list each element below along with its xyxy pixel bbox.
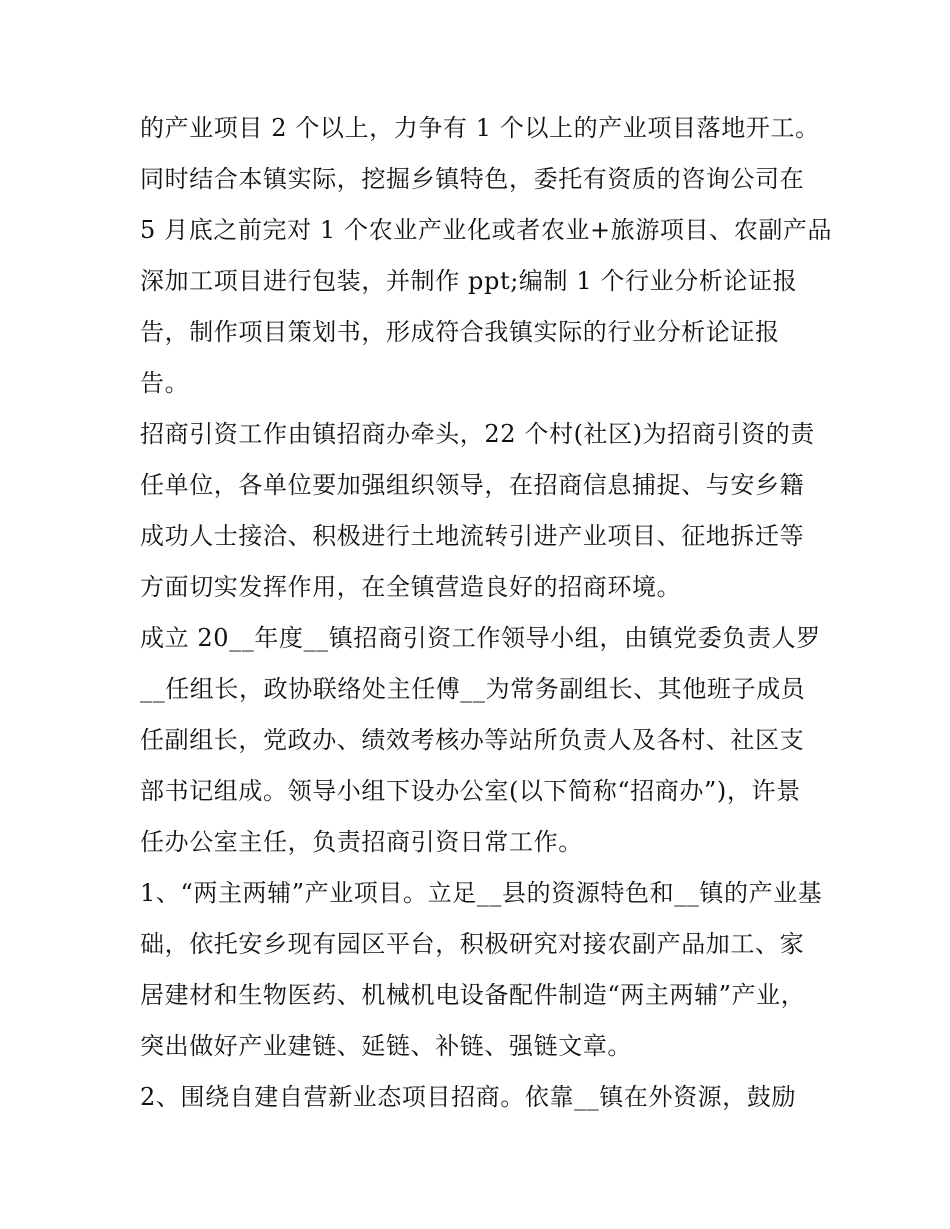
paragraph-leading-group: [140, 613, 820, 868]
text-line: 础，依托安乡现有园区平台，积极研究对接农副产品加工、家: [140, 930, 805, 958]
text-line: 方面切实发挥作用，在全镇营造良好的招商环境。: [140, 573, 682, 601]
paragraph-item-1: [140, 868, 823, 1072]
paragraph-responsibility: [140, 409, 820, 613]
paragraph-item-2: [140, 1072, 820, 1123]
text-line: 招商引资工作由镇招商办牵头，22 个村(社区)为招商引资的责: [140, 420, 815, 448]
text-line: 任副组长，党政办、绩效考核办等站所负责人及各村、社区支: [140, 726, 805, 754]
text-line: 深加工项目进行包装，并制作 ppt;编制 1 个行业分析论证报: [140, 267, 798, 295]
text-line: 任办公室主任，负责招商引资日常工作。: [140, 828, 583, 856]
text-line: 的产业项目 2 个以上，力争有 1 个以上的产业项目落地开工。: [140, 114, 820, 142]
text-line: 告，制作项目策划书，形成符合我镇实际的行业分析论证报: [140, 318, 780, 346]
text-line: 2、围绕自建自营新业态项目招商。依靠__镇在外资源，鼓励: [140, 1083, 797, 1111]
text-line: 1、“两主两辅”产业项目。立足__县的资源特色和__镇的产业基: [140, 879, 823, 907]
document-body: [140, 103, 833, 1123]
text-line: 居建材和生物医药、机械机电设备配件制造“两主两辅”产业，: [140, 981, 806, 1009]
text-line: 5 月底之前完对 1 个农业产业化或者农业+旅游项目、农副产品: [140, 216, 833, 244]
text-line: 同时结合本镇实际，挖掘乡镇特色，委托有资质的咨询公司在: [140, 165, 805, 193]
text-line: 部书记组成。领导小组下设办公室(以下简称“招商办”)，许景: [140, 777, 801, 805]
text-line: 成立 20__年度__镇招商引资工作领导小组，由镇党委负责人罗: [140, 624, 821, 652]
text-line: 成功人士接洽、积极进行土地流转引进产业项目、征地拆迁等: [140, 522, 805, 550]
text-line: 突出做好产业建链、延链、补链、强链文章。: [140, 1032, 632, 1060]
paragraph-project-packaging: [140, 103, 833, 409]
text-line: 告。: [140, 369, 190, 397]
text-line: 任单位，各单位要加强组织领导，在招商信息捕捉、与安乡籍: [140, 471, 805, 499]
text-line: __任组长，政协联络处主任傅__为常务副组长、其他班子成员: [140, 675, 806, 703]
